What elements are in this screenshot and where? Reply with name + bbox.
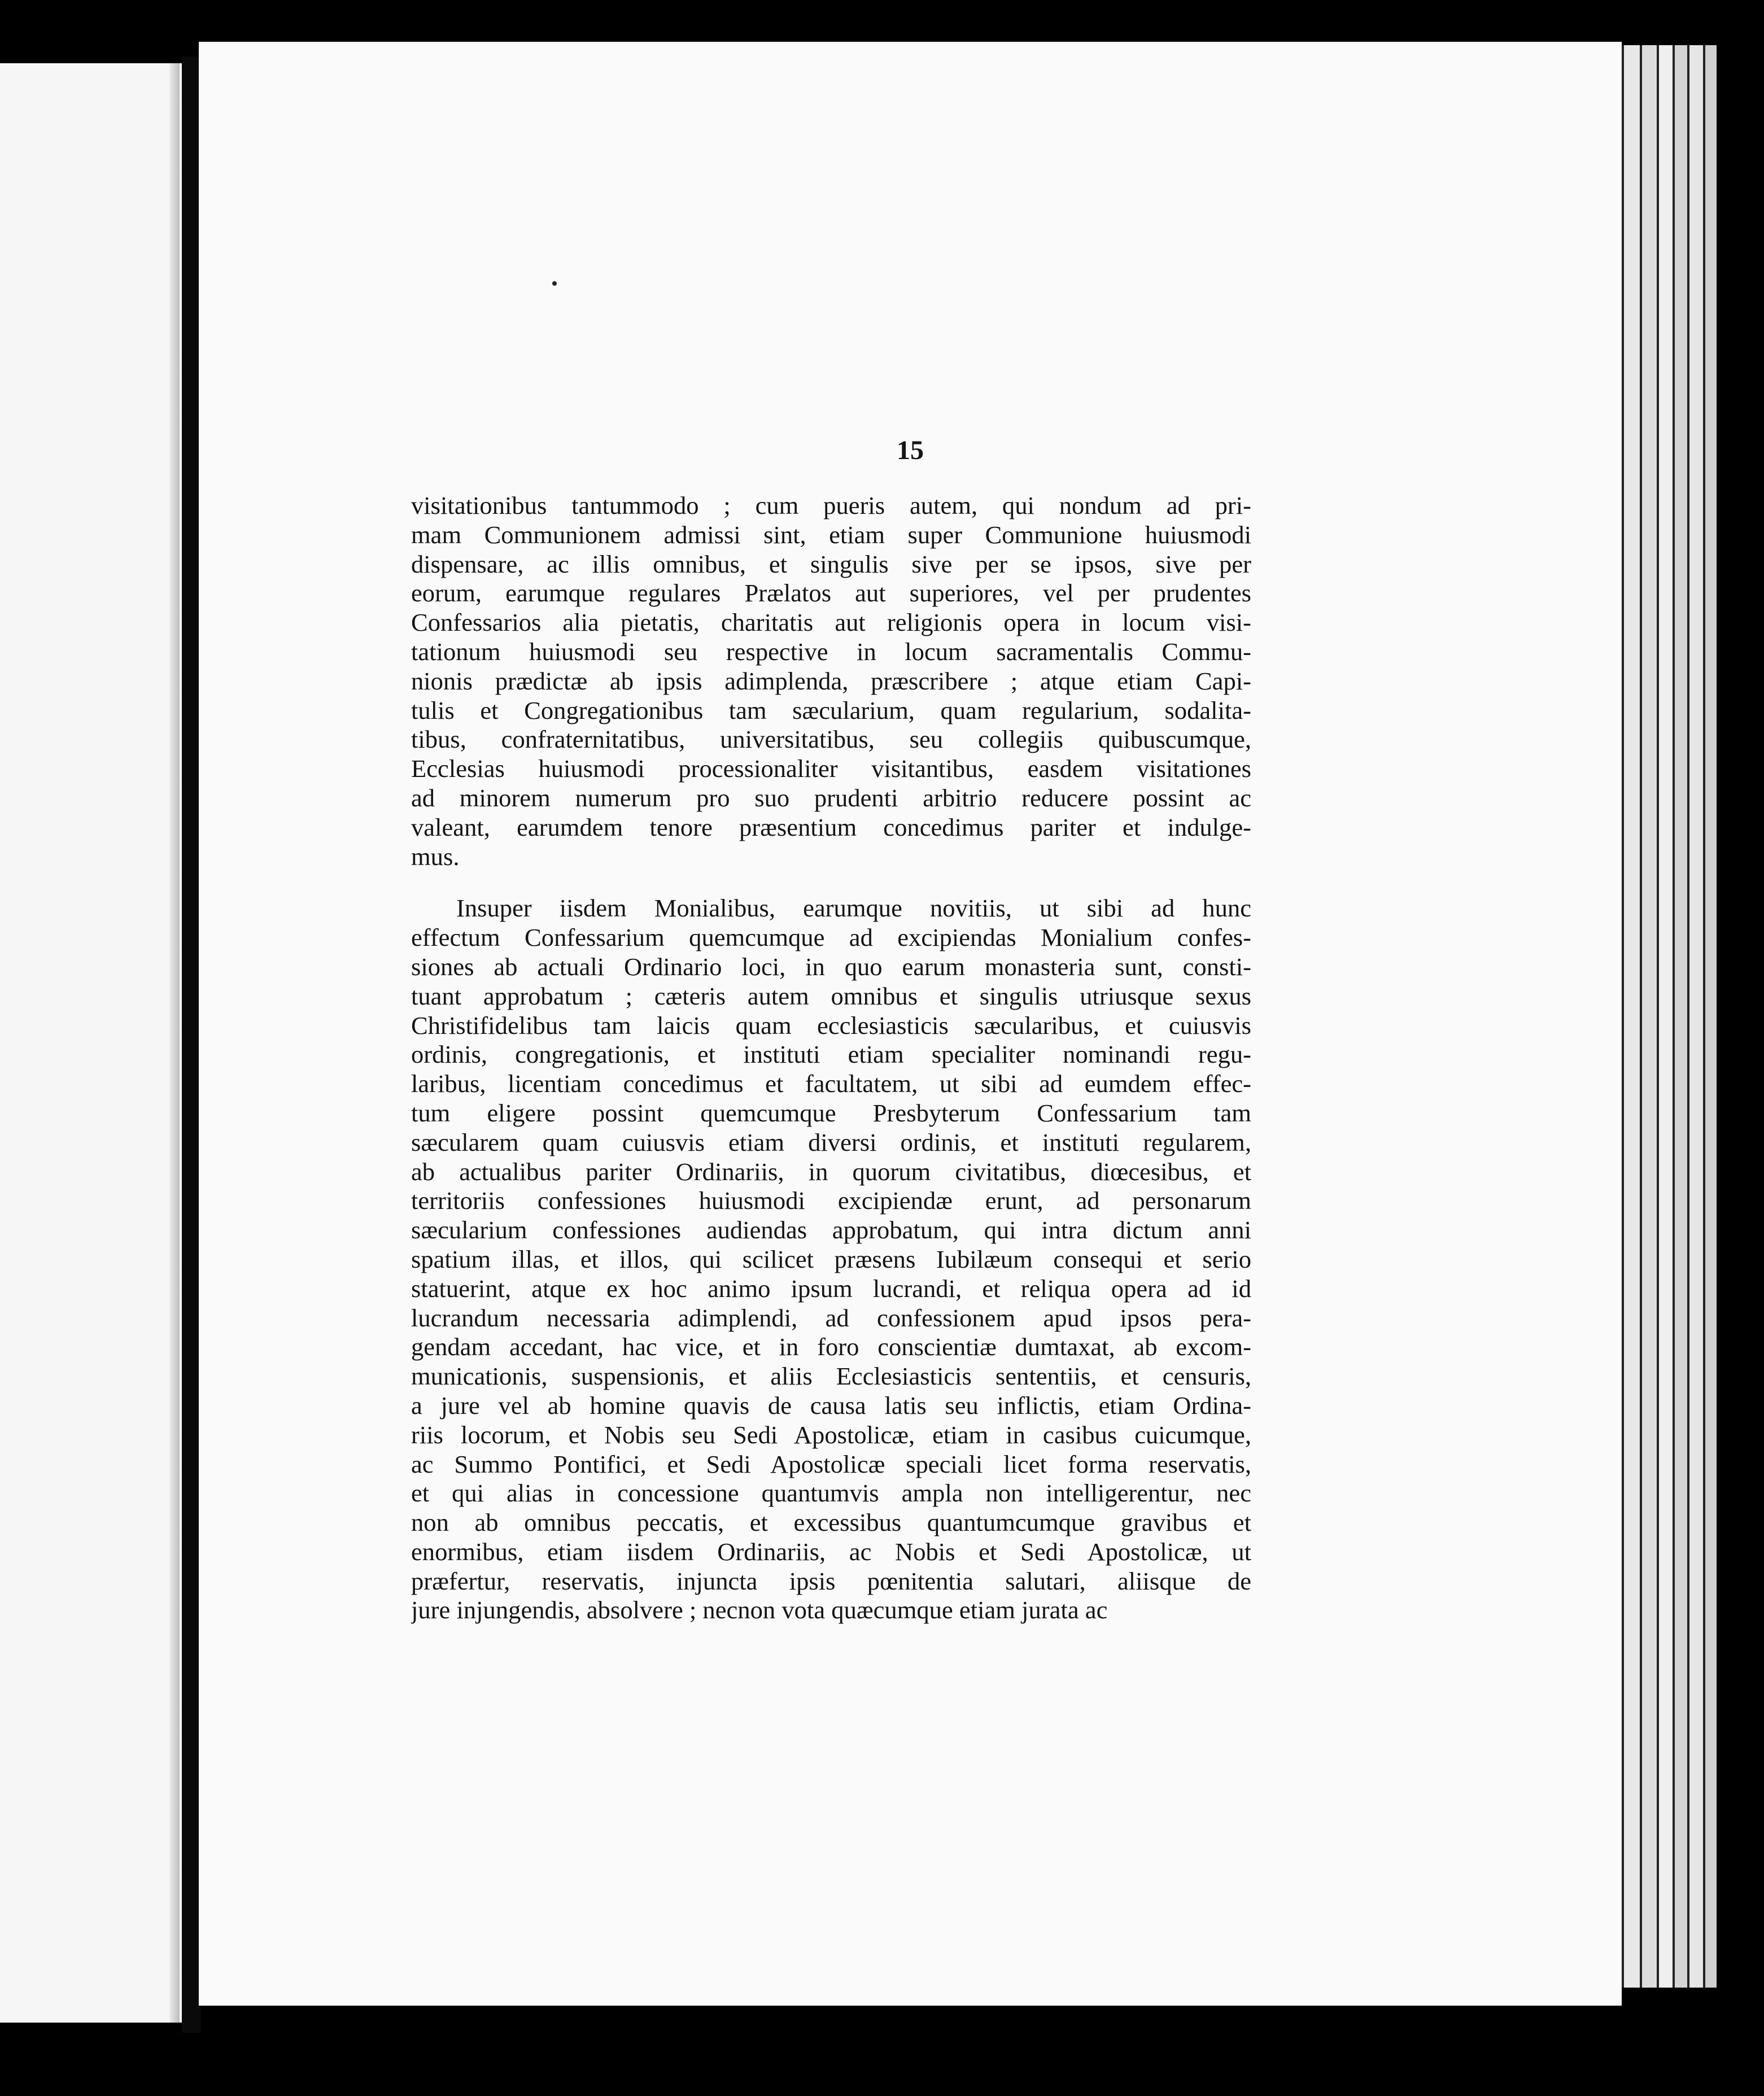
text-line: Insuper iisdem Monialibus, earumque novitiis, ut sibi ad hunc: [456, 894, 1251, 923]
text-line: visitationibus tantummodo ; cum pueris autem, qui nondum ad pri-: [411, 491, 1251, 519]
text-line: tum eligere possint quemcumque Presbyterum Confessarium tam: [411, 1098, 1251, 1127]
text-line: ab actualibus pariter Ordinariis, in quorum civitatibus, diœcesibus, et: [411, 1157, 1251, 1186]
text-line: ad minorem numerum pro suo prudenti arbitrio reducere possint ac: [411, 783, 1251, 812]
text-line: præfertur, reservatis, injuncta ipsis pœnitentia salutari, aliisque de: [411, 1566, 1251, 1595]
paragraph: [411, 491, 1251, 871]
text-line: non ab omnibus peccatis, et excessibus quantumcumque gravibus et: [411, 1508, 1251, 1537]
text-line: dispensare, ac illis omnibus, et singulis sive per se ipsos, sive per: [411, 549, 1251, 578]
text-line: tulis et Congregationibus tam sæcularium, quam regularium, sodalita-: [411, 696, 1251, 724]
text-line: tibus, confraternitatibus, universitatibus, seu collegiis quibuscumque,: [411, 725, 1251, 754]
page-stack-edge: [1687, 45, 1703, 1988]
text-line: sæcularium confessiones audiendas approbatum, qui intra dictum anni: [411, 1216, 1251, 1244]
page-stack-edge: [1640, 45, 1657, 1988]
text-line: nionis prædictæ ab ipsis adimplenda, præscribere ; atque etiam Capi-: [411, 666, 1251, 695]
text-line: spatium illas, et illos, qui scilicet præsens Iubilæum consequi et serio: [411, 1244, 1251, 1273]
ink-speck: [552, 281, 557, 286]
text-line: ac Summo Pontifici, et Sedi Apostolicæ speciali licet forma reservatis,: [411, 1449, 1251, 1478]
text-line: lucrandum necessaria adimplendi, ad confessionem apud ipsos pera-: [411, 1303, 1251, 1332]
text-line: valeant, earumdem tenore præsentium concedimus pariter et indulge-: [411, 813, 1251, 841]
text-line: a jure vel ab homine quavis de causa latis seu inflictis, etiam Ordina-: [411, 1391, 1251, 1420]
text-line: gendam accedant, hac vice, et in foro conscientiæ dumtaxat, ab excom-: [411, 1333, 1251, 1361]
page-stack-edge: [1673, 45, 1687, 1988]
body-text: [411, 491, 1251, 1625]
text-line: Ecclesias huiusmodi processionaliter visitantibus, easdem visitationes: [411, 754, 1251, 783]
text-line: Confessarios alia pietatis, charitatis aut religionis opera in locum visi-: [411, 608, 1251, 637]
text-line: tationum huiusmodi seu respective in locum sacramentalis Commu-: [411, 637, 1251, 666]
paragraph: [411, 894, 1251, 1625]
page-stack-edge: [1657, 45, 1673, 1988]
left-page-shadow: [169, 63, 180, 2023]
text-line: municationis, suspensionis, et aliis Ecclesiasticis sententiis, et censuris,: [411, 1362, 1251, 1391]
left-page-edge: [0, 63, 182, 2023]
book-gutter: [182, 56, 201, 2033]
text-line: jure injungendis, absolvere ; necnon vota quæcumque etiam jurata ac: [411, 1596, 1108, 1625]
text-line: mam Communionem admissi sint, etiam super Communione huiusmodi: [411, 520, 1251, 549]
page-stack-edge: [1703, 45, 1717, 1988]
text-line: mus.: [411, 842, 460, 871]
text-line: laribus, licentiam concedimus et facultatem, ut sibi ad eumdem effec-: [411, 1069, 1251, 1098]
text-line: et qui alias in concessione quantumvis ampla non intelligerentur, nec: [411, 1479, 1251, 1508]
text-line: territoriis confessiones huiusmodi excipiendæ erunt, ad personarum: [411, 1186, 1251, 1215]
text-line: enormibus, etiam iisdem Ordinariis, ac Nobis et Sedi Apostolicæ, ut: [411, 1537, 1251, 1566]
text-line: Christifidelibus tam laicis quam ecclesiasticis sæcularibus, et cuiusvis: [411, 1011, 1251, 1040]
text-line: ordinis, congregationis, et instituti etiam specialiter nominandi regu-: [411, 1040, 1251, 1069]
text-line: statuerint, atque ex hoc animo ipsum lucrandi, et reliqua opera ad id: [411, 1274, 1251, 1303]
text-line: effectum Confessarium quemcumque ad excipiendas Monialium confes-: [411, 923, 1251, 952]
text-line: tuant approbatum ; cæteris autem omnibus et singulis utriusque sexus: [411, 981, 1251, 1010]
text-line: siones ab actuali Ordinario loci, in quo earum monasteria sunt, consti-: [411, 952, 1251, 981]
page-stack-edge: [1622, 45, 1640, 1988]
page-number: 15: [897, 435, 924, 465]
text-line: riis locorum, et Nobis seu Sedi Apostolicæ, etiam in casibus cuicumque,: [411, 1420, 1251, 1449]
text-line: sæcularem quam cuiusvis etiam diversi ordinis, et instituti regularem,: [411, 1128, 1251, 1156]
text-line: eorum, earumque regulares Prælatos aut superiores, vel per prudentes: [411, 579, 1251, 608]
